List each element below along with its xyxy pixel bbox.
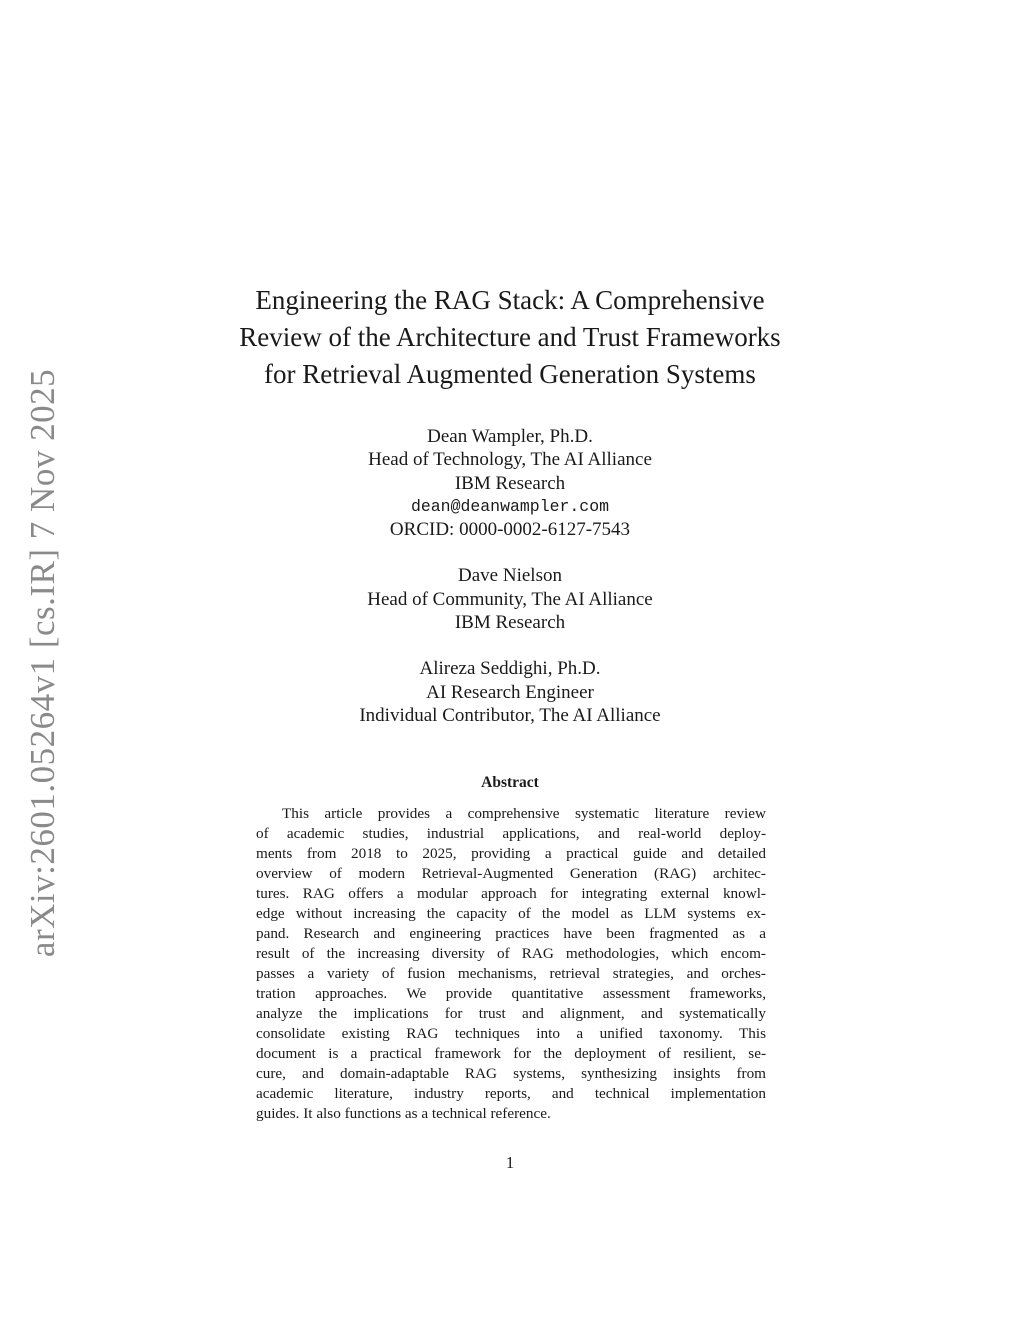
author-name: Dean Wampler, Ph.D.	[427, 426, 593, 447]
title-line: for Retrieval Augmented Generation Systems	[264, 359, 756, 389]
author-list	[260, 425, 760, 750]
author-orcid: ORCID: 0000-0002-6127-7543	[389, 519, 631, 541]
abstract-line: document is a practical framework for the deployment of resilient, se-	[256, 1045, 766, 1062]
author-role: AI Research Engineer	[426, 681, 594, 703]
arxiv-identifier-stamp[interactable]: arXiv:2601.05264v1 [cs.IR] 7 Nov 2025	[23, 368, 62, 958]
abstract-line: This article provides a comprehensive systematic literature review	[282, 805, 766, 822]
abstract-line: analyze the implications for trust and alignment, and systematically	[256, 1005, 766, 1022]
abstract-line: consolidate existing RAG techniques into a unified taxonomy. This	[256, 1025, 766, 1042]
abstract-line: academic literature, industry reports, and technical implementation	[256, 1085, 766, 1102]
author-role: Head of Technology, The AI Alliance	[368, 449, 652, 471]
abstract-line: passes a variety of fusion mechanisms, retrieval strategies, and orches-	[256, 965, 766, 982]
abstract-line: cure, and domain-adaptable RAG systems, synthesizing insights from	[256, 1065, 766, 1082]
paper-title	[200, 282, 820, 393]
title-line: Engineering the RAG Stack: A Comprehensive	[255, 285, 765, 315]
abstract-line: guides. It also functions as a technical reference.	[256, 1105, 551, 1122]
abstract-line: overview of modern Retrieval-Augmented Generation (RAG) architec-	[256, 865, 766, 882]
abstract-line: of academic studies, industrial applications, and real-world deploy-	[256, 825, 766, 842]
author-organization: Individual Contributor, The AI Alliance	[359, 704, 661, 726]
author-organization: IBM Research	[454, 612, 566, 634]
title-line: Review of the Architecture and Trust Frameworks	[239, 322, 781, 352]
author-block-alireza-seddighi	[260, 657, 760, 727]
author-email-link[interactable]: dean@deanwampler.com	[410, 496, 610, 516]
author-name: Dave Nielson	[458, 565, 562, 587]
author-name: Alireza Seddighi, Ph.D.	[419, 658, 601, 680]
abstract-line: result of the increasing diversity of RAG methodologies, which encom-	[256, 945, 766, 962]
abstract-heading: Abstract	[481, 774, 539, 791]
author-role: Head of Community, The AI Alliance	[367, 588, 653, 610]
abstract-line: ments from 2018 to 2025, providing a practical guide and detailed	[256, 845, 766, 862]
author-organization: IBM Research	[454, 472, 566, 494]
abstract-line: tures. RAG offers a modular approach for integrating external knowl-	[256, 885, 766, 902]
abstract-line: tration approaches. We provide quantitative assessment frameworks,	[256, 985, 766, 1002]
author-block-dean-wampler	[260, 425, 760, 541]
abstract-line: pand. Research and engineering practices have been fragmented as a	[256, 925, 766, 942]
abstract-line: edge without increasing the capacity of the model as LLM systems ex-	[256, 905, 766, 922]
abstract-body	[256, 804, 766, 1124]
page-number: 1	[505, 1153, 515, 1172]
author-block-dave-nielson	[260, 564, 760, 634]
